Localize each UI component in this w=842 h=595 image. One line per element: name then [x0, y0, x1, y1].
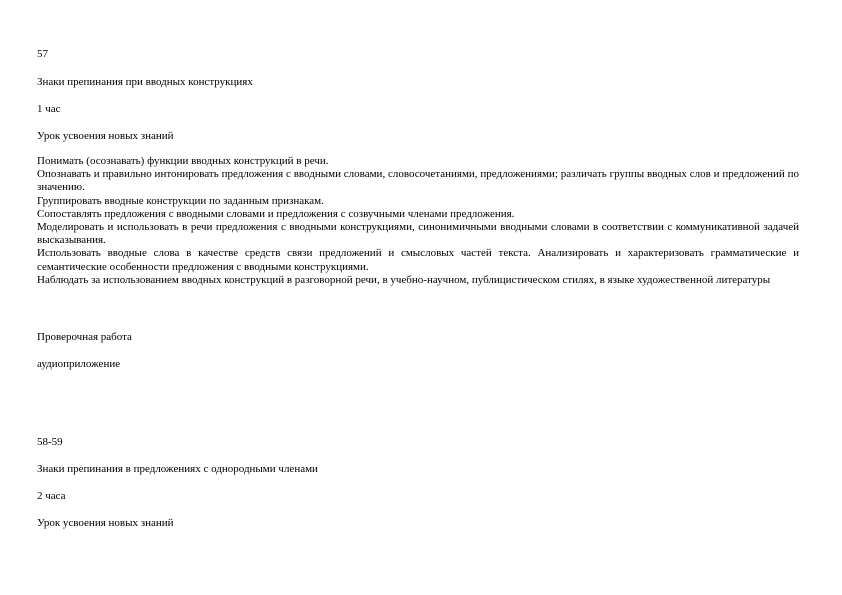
lesson-topic: Знаки препинания в предложениях с однородными членами — [37, 463, 318, 475]
activity-item: Наблюдать за использованием вводных конструкций в разговорной речи, в учебно-научном, публицистическом стилях, в языке художественной литературы — [37, 273, 771, 286]
control-form: Проверочная работа — [37, 331, 132, 343]
lesson-hours: 2 часа — [37, 490, 66, 502]
activity-item: Сопоставлять предложения с вводными словами и предложения с созвучными членами предложения. — [37, 207, 515, 220]
lesson-number: 57 — [37, 48, 48, 60]
activity-item: Группировать вводные конструкции по заданным признакам. — [37, 194, 324, 207]
lesson-topic: Знаки препинания при вводных конструкциях — [37, 76, 253, 88]
activities-list — [37, 155, 799, 287]
activity-item: Использовать вводные слова в качестве средств связи предложений и смысловых частей текста. Анализировать и характеризовать грамматические и семантические особенности предложения с вводными конструкциями. — [37, 247, 799, 273]
lesson-type: Урок усвоения новых знаний — [37, 130, 174, 142]
resource: аудиоприложение — [37, 358, 121, 370]
activity-item: Опознавать и правильно интонировать предложения с вводными словами, словосочетаниями, предложениями; различать группы вводных слов и предложений по значению. — [37, 168, 799, 194]
activity-item: Моделировать и использовать в речи предложения с вводными конструкциями, синонимичными вводными словами в соответствии с коммуникативной задачей высказывания. — [37, 221, 799, 247]
lesson-hours: 1 час — [37, 103, 61, 115]
lesson-type: Урок усвоения новых знаний — [37, 517, 174, 529]
lesson-number: 58-59 — [37, 436, 63, 448]
activity-item: Понимать (осознавать) функции вводных конструкций в речи. — [37, 155, 329, 167]
